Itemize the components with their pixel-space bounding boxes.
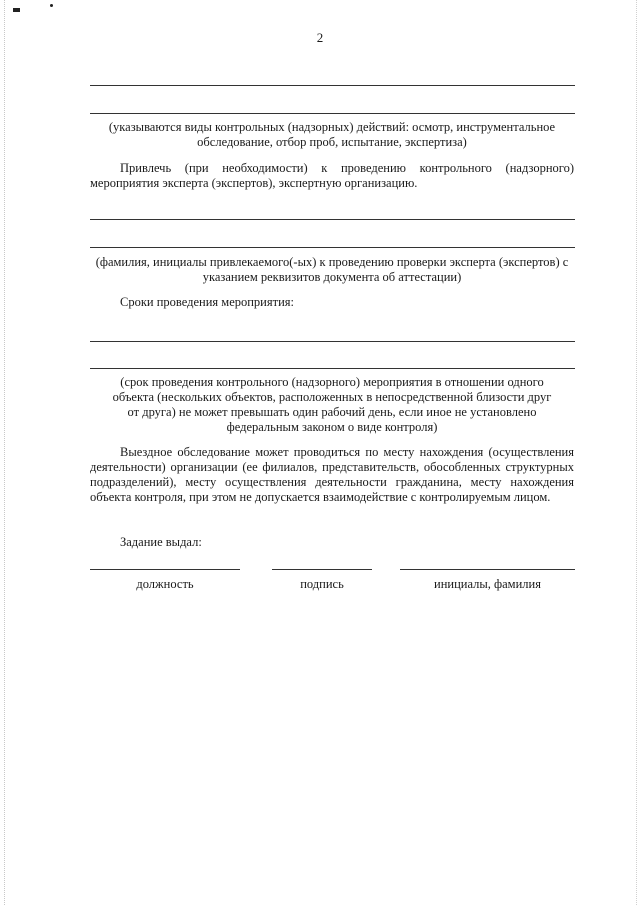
paragraph-expert: Привлечь (при необходимости) к проведению контрольного (надзорного) мероприятия эксперта (экспертов), экспертную организацию. — [90, 161, 574, 190]
signature-label-position: должность — [136, 577, 194, 591]
signature-line-name — [400, 569, 575, 570]
fill-line-expert-2 — [90, 247, 575, 248]
signature-line-sign — [272, 569, 372, 570]
label-terms: Сроки проведения мероприятия: — [120, 295, 294, 309]
caption-terms: (срок проведения контрольного (надзорного) мероприятия в отношении одного объекта (нескольких объектов, расположенных в непосредственной близости друг от друга) не может превышать один рабочий день, если иное не установлено федеральным законом о виде контроля) — [112, 375, 552, 434]
fill-line-terms-2 — [90, 368, 575, 369]
caption-expert: (фамилия, инициалы привлекаемого(-ых) к проведению проверки эксперта (экспертов) с указанием реквизитов документа об аттестации) — [95, 255, 569, 284]
fill-line-actions-1 — [90, 85, 575, 86]
signature-label-name: инициалы, фамилия — [434, 577, 541, 591]
fill-line-actions-2 — [90, 113, 575, 114]
caption-actions: (указываются виды контрольных (надзорных) действий: осмотр, инструментальное обследование, отбор проб, испытание, экспертиза) — [108, 120, 556, 149]
page-number: 2 — [316, 30, 324, 45]
scan-mark — [13, 8, 20, 12]
scan-edge-left — [4, 0, 5, 905]
fill-line-expert-1 — [90, 219, 575, 220]
paragraph-onsite: Выездное обследование может проводиться по месту нахождения (осуществления деятельности) организации (ее филиалов, представительств, обособленных структурных подразделений), месту осуществления деятельности гражданина, месту нахождения объекта контроля, при этом не допускается взаимодействие с контролируемым лицом. — [90, 445, 574, 504]
scan-mark — [50, 4, 53, 7]
scan-edge-right — [636, 0, 637, 905]
fill-line-terms-1 — [90, 341, 575, 342]
signature-line-position — [90, 569, 240, 570]
label-issued: Задание выдал: — [120, 535, 202, 549]
signature-label-sign: подпись — [300, 577, 344, 591]
